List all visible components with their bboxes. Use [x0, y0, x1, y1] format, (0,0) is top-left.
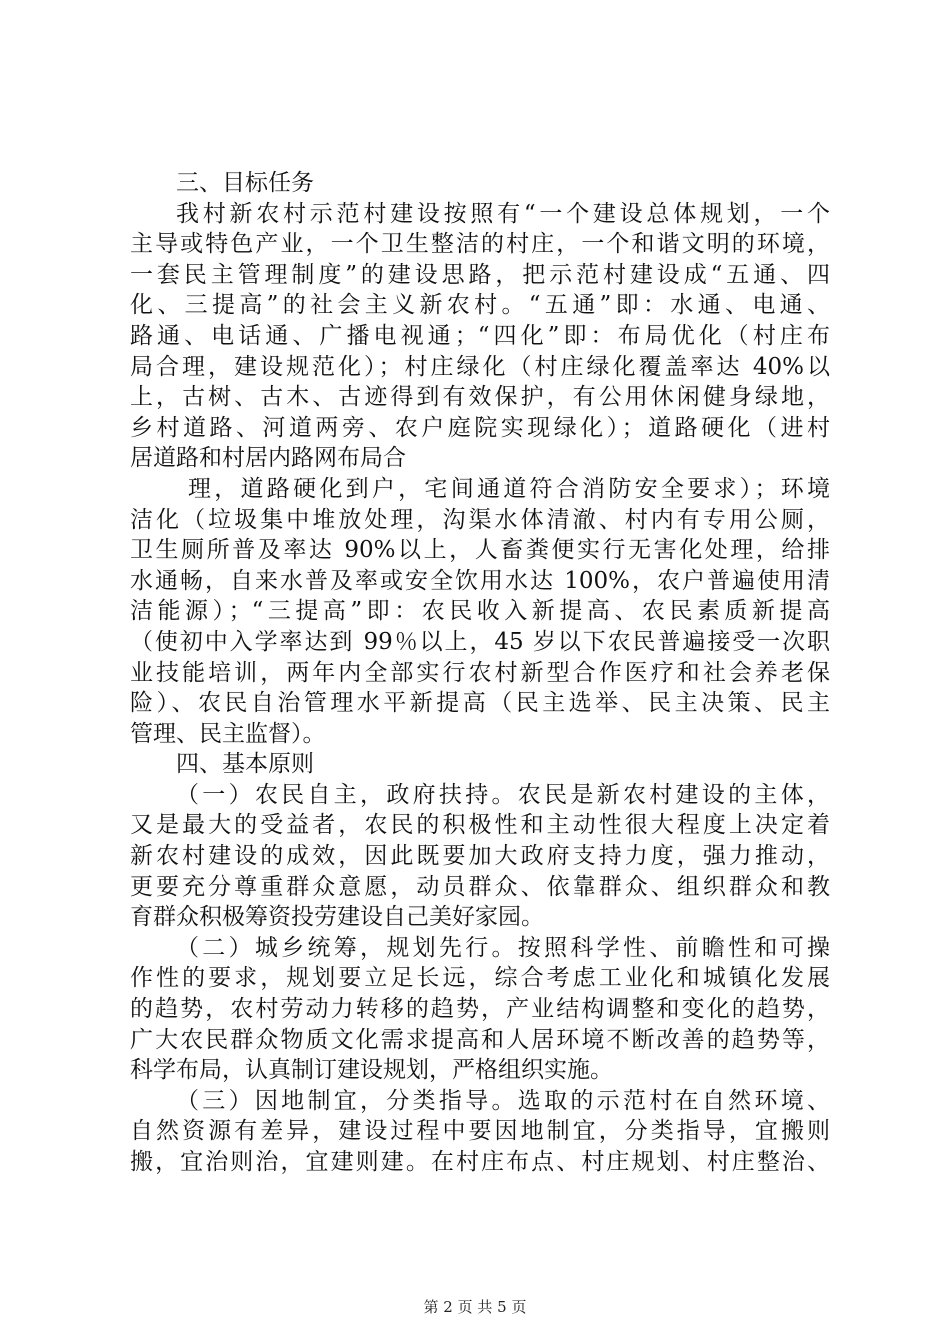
text-line: 又是最大的受益者，农民的积极性和主动性很大程度上决定着: [130, 812, 830, 839]
text-line: （三）因地制宜，分类指导。选取的示范村在自然环境、: [176, 1087, 830, 1114]
text-line: 育群众积极筹资投劳建设自己美好家园。: [130, 904, 544, 931]
text-line: （使初中入学率达到 99％以上，45 岁以下农民普遍接受一次职: [130, 628, 830, 655]
text-line: （一）农民自主，政府扶持。农民是新农村建设的主体，: [176, 781, 830, 808]
text-line: 搬，宜治则治，宜建则建。在村庄布点、村庄规划、村庄整治、: [130, 1149, 830, 1175]
document-body: [130, 168, 830, 1178]
text-line: 上，古树、古木、古迹得到有效保护，有公用休闲健身绿地，: [130, 384, 830, 411]
text-line: 卫生厕所普及率达 90%以上，人畜粪便实行无害化处理，给排: [130, 537, 830, 564]
page-footer: 第 2 页 共 5 页: [423, 1298, 527, 1316]
text-line: 洁化（垃圾集中堆放处理，沟渠水体清澈、村内有专用公厕，: [130, 506, 830, 533]
text-line: 新农村建设的成效，因此既要加大政府支持力度，强力推动，: [130, 843, 830, 870]
text-line: 四、基本原则: [176, 751, 314, 778]
text-line: 乡村道路、河道两旁、农户庭院实现绿化）；道路硬化（进村: [130, 414, 830, 441]
text-line: 居道路和村居内路网布局合: [130, 445, 406, 472]
text-line: 三、目标任务: [176, 170, 314, 196]
text-line: 洁能源）；“三提高”即：农民收入新提高、农民素质新提高: [130, 598, 830, 625]
text-line: 自然资源有差异，建设过程中要因地制宜，分类指导，宜搬则: [130, 1118, 830, 1145]
text-line: 主导或特色产业，一个卫生整洁的村庄，一个和谐文明的环境，: [130, 231, 830, 258]
text-line: 一套民主管理制度”的建设思路，把示范村建设成“五通、四: [130, 261, 830, 288]
text-line: 科学布局，认真制订建设规划，严格组织实施。: [130, 1057, 613, 1084]
text-line: 局合理，建设规范化）；村庄绿化（村庄绿化覆盖率达 40%以: [130, 353, 830, 380]
text-line: 我村新农村示范村建设按照有“一个建设总体规划，一个: [176, 200, 830, 227]
text-line: 管理、民主监督）。: [130, 720, 326, 747]
text-line: 路通、电话通、广播电视通；“四化”即：布局优化（村庄布: [130, 322, 830, 349]
text-line: 险）、农民自治管理水平新提高（民主选举、民主决策、民主: [130, 690, 830, 717]
text-line: 作性的要求，规划要立足长远，综合考虑工业化和城镇化发展: [130, 965, 830, 992]
text-line: 业技能培训，两年内全部实行农村新型合作医疗和社会养老保: [130, 659, 830, 686]
text-line: 理，道路硬化到户，宅间通道符合消防安全要求）；环境: [188, 475, 830, 502]
text-line: 更要充分尊重群众意愿，动员群众、依靠群众、组织群众和教: [130, 873, 830, 900]
text-line: 化、三提高”的社会主义新农村。“五通”即：水通、电通、: [130, 292, 830, 319]
text-line: 水通畅，自来水普及率或安全饮用水达 100%，农户普遍使用清: [130, 567, 830, 594]
text-line: 广大农民群众物质文化需求提高和人居环境不断改善的趋势等，: [130, 1026, 830, 1053]
text-line: （二）城乡统筹，规划先行。按照科学性、前瞻性和可操: [176, 934, 830, 961]
text-line: 的趋势，农村劳动力转移的趋势，产业结构调整和变化的趋势，: [130, 996, 830, 1023]
